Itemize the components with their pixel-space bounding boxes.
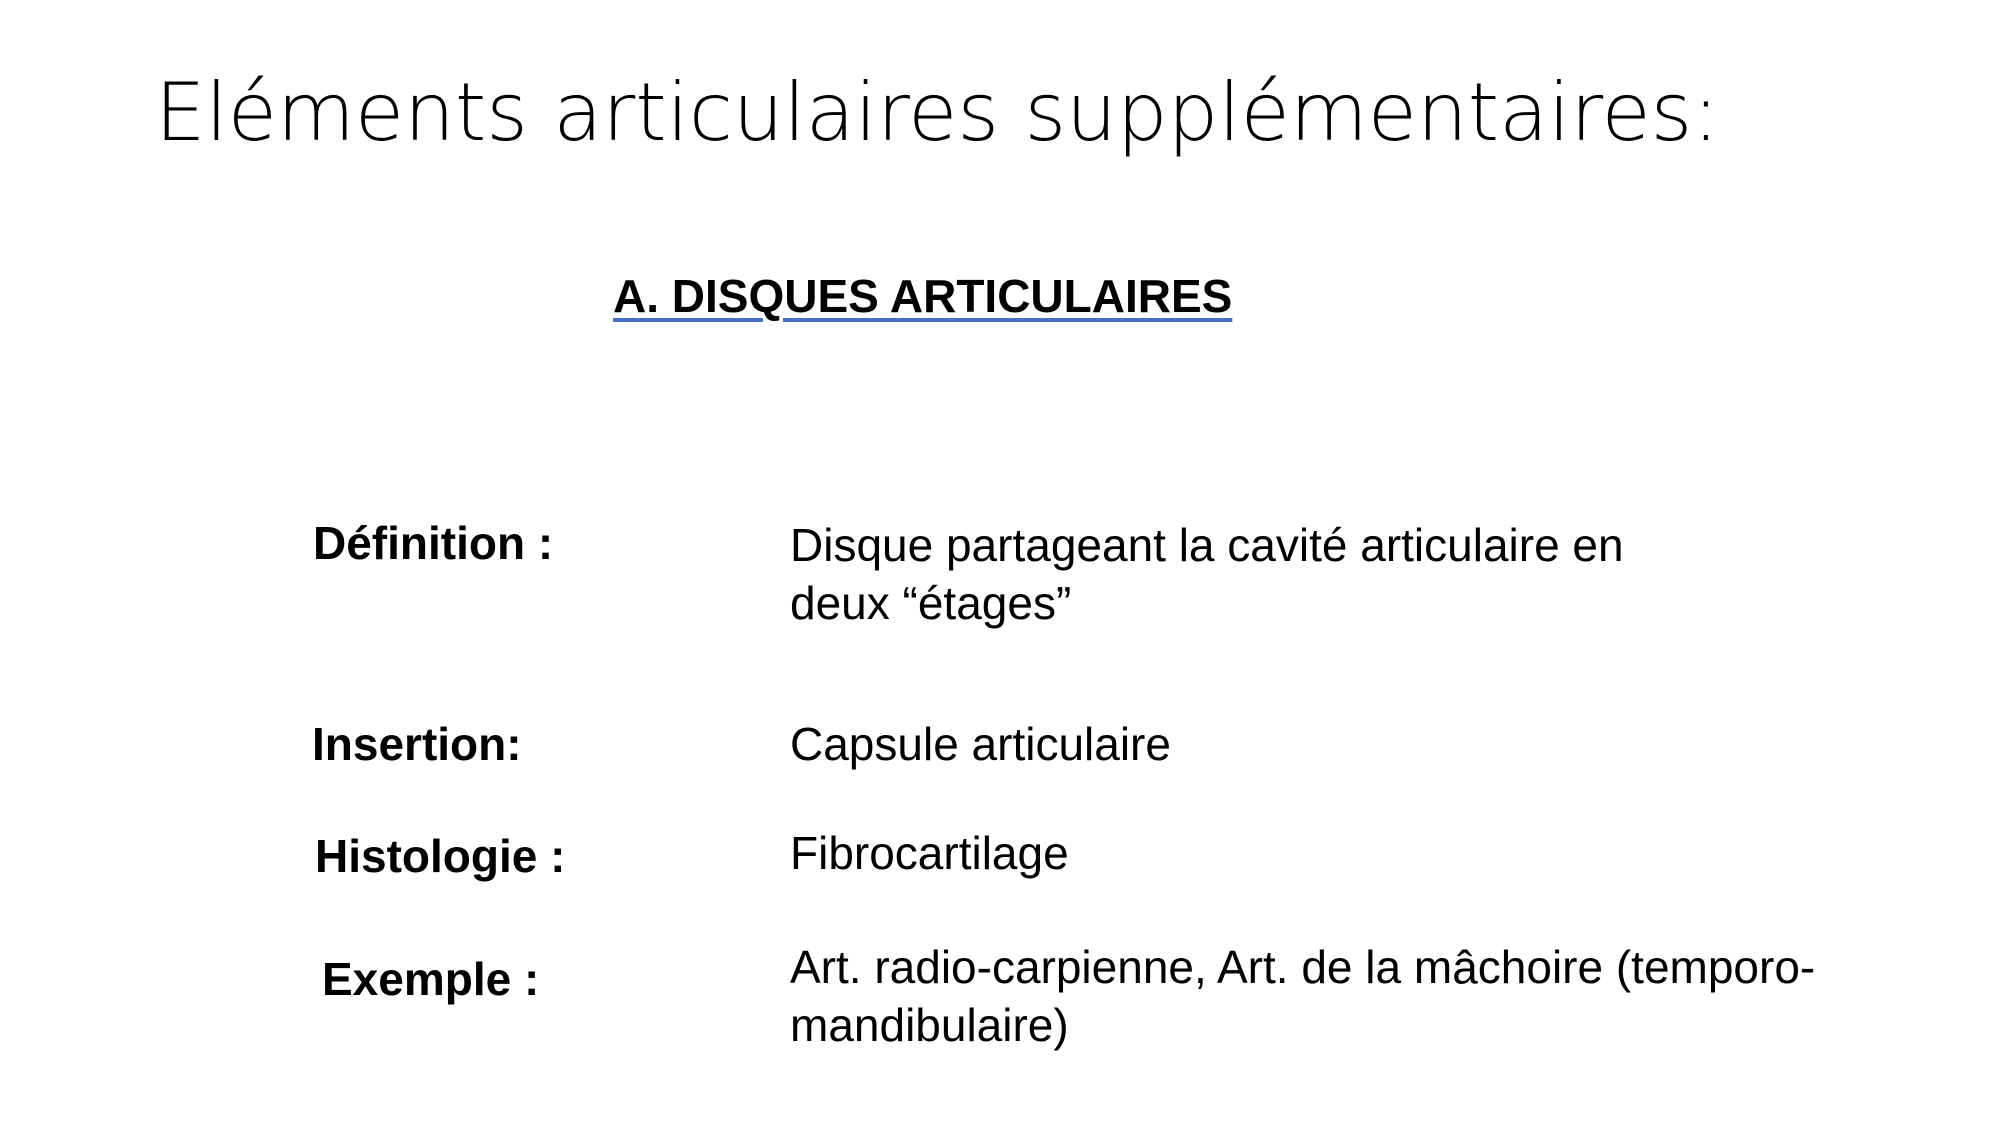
description-histologie: [790, 824, 1069, 882]
term-insertion: Insertion:: [312, 718, 522, 770]
term-exemple: Exemple :: [322, 953, 540, 1005]
description-line: Art. radio-carpienne, Art. de la mâchoire (temporo-: [790, 941, 1816, 993]
slide-title: Eléments articulaires supplémentaires:: [155, 66, 1720, 159]
description-line: deux “étages”: [790, 577, 1072, 629]
term-histologie: Histologie :: [315, 830, 566, 882]
term-definition: Définition :: [313, 517, 554, 569]
section-heading: A. DISQUES ARTICULAIRES: [613, 270, 1233, 322]
description-line: Capsule articulaire: [790, 718, 1171, 770]
description-line: Fibrocartilage: [790, 827, 1069, 879]
description-line: Disque partageant la cavité articulaire en: [790, 519, 1624, 571]
description-line: mandibulaire): [790, 999, 1069, 1051]
description-insertion: [790, 715, 1171, 773]
description-exemple: [790, 938, 1815, 1054]
description-definition: [790, 516, 1624, 632]
